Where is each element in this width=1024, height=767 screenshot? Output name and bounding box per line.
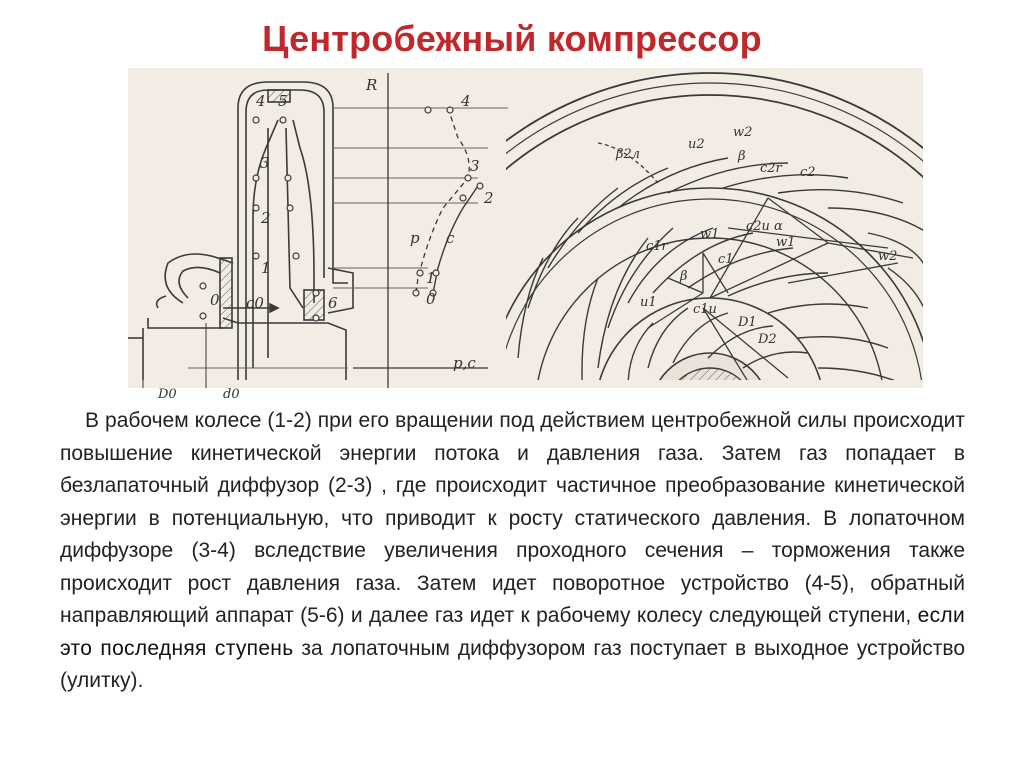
section-5: 5 [278,92,288,110]
label-w2-right: w2 [878,249,898,264]
paragraph-end: . [137,669,144,692]
graph-point-2: 2 [484,189,494,207]
label-c2: c2 [800,165,816,180]
section-0: 0 [210,291,220,309]
compressor-drawing [128,68,923,402]
section-4: 4 [256,92,266,110]
label-c2u-alpha: c2u α [746,219,783,234]
label-c2r: c2r [760,161,782,176]
description-paragraph [60,405,965,698]
graph-point-0: 0 [426,290,436,308]
label-u1: u1 [640,295,657,310]
paragraph-emphasis: если это последняя ступень [60,604,965,660]
label-c1: c1 [718,252,734,267]
compressor-diagram [128,68,923,402]
slide-title: Центробежный компрессор [262,18,762,59]
label-w1-right: w1 [776,235,796,250]
axis-label-d0: d0 [223,387,240,402]
section-1: 1 [261,259,271,277]
axis-label-r: R [366,76,378,94]
paragraph-part-1: В рабочем колесе (1-2) при его вращении под действием центробежной силы происходит повышение кинетической энергии потока и давления газа. Затем газ попадает в безлапаточный диффузор (2-3) , где происходит частичное преобразование кинетической энергии в потенциальную, что приводит к росту статического давления. В лопаточном диффузоре (3-4) вследствие увеличения проходного сечения – торможения также происходит рост давления газа. Затем идет поворотное устройство (4-5), обратный направляющий аппарат (5-6) и далее газ идет к рабочему колесу следующей ступени, [60,409,965,627]
curve-label-p: p [410,229,420,247]
section-3: 3 [260,154,270,172]
label-c1u: c1u [693,302,717,317]
axis-label-D0: D0 [158,387,177,402]
label-D1: D1 [738,315,757,330]
label-beta-inner: β [680,269,688,284]
label-D2: D2 [758,332,777,347]
graph-point-1: 1 [426,269,436,287]
curve-label-c: c [446,229,455,247]
graph-point-4: 4 [461,92,471,110]
label-beta2l: β2л [616,147,641,162]
impeller-labels [615,125,897,347]
label-w2: w2 [733,125,753,140]
left-diagram-labels [157,76,494,402]
flow-label-c0: c0 [246,294,264,312]
section-2: 2 [261,209,271,227]
paragraph-part-2: за лопаточным диффузором газ поступает в выходное устройство (улитку) [60,636,966,692]
section-6: 6 [328,294,338,312]
label-u2: u2 [688,137,705,152]
graph-point-3: 3 [470,157,480,175]
label-c1r: c1r [646,239,668,254]
axis-label-pc: p,c [453,354,476,372]
label-beta: β [738,149,746,164]
label-w1: w1 [700,227,720,242]
